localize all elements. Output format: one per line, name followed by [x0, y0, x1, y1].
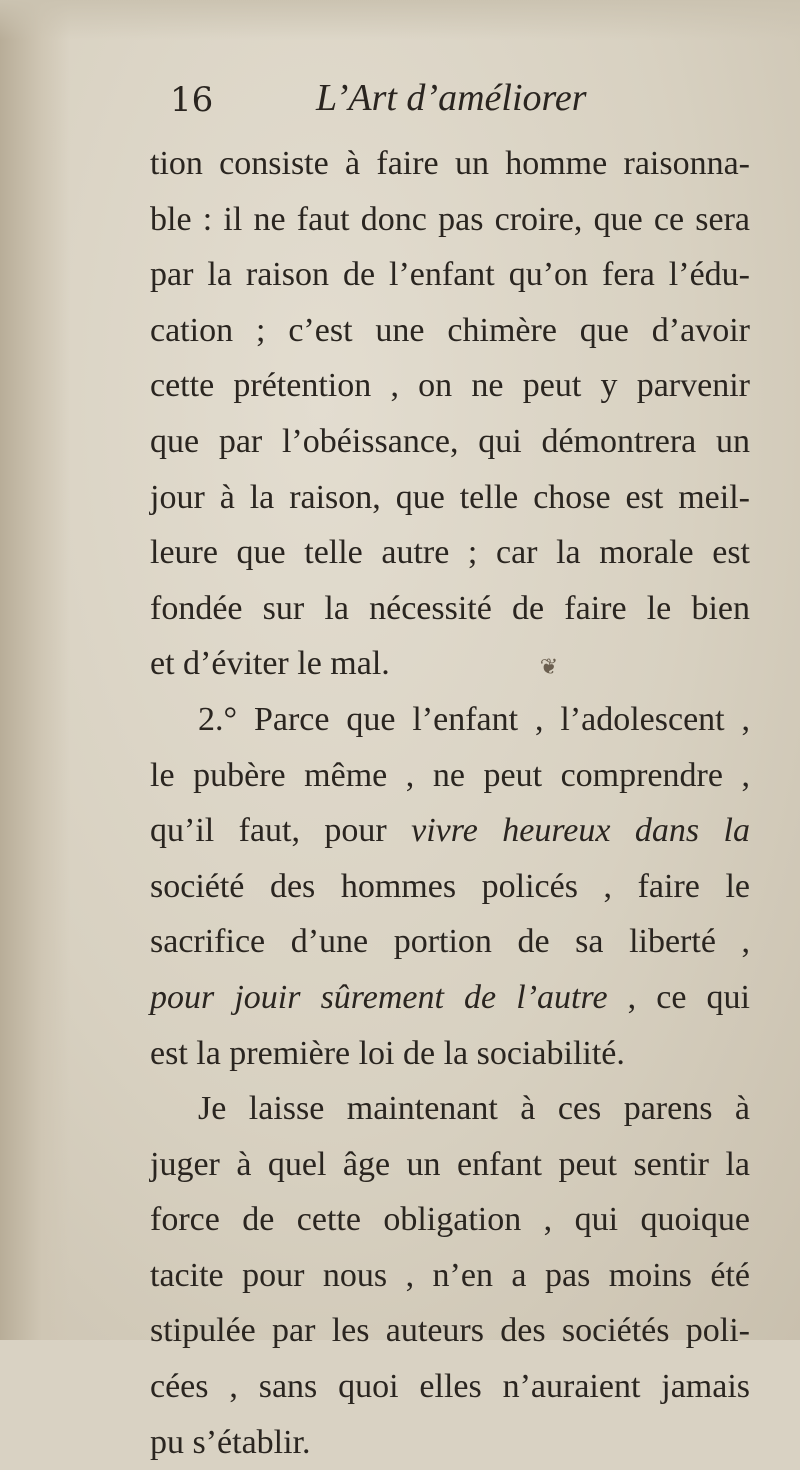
text-line: sacrifice d’une portion de sa liberté ,	[150, 923, 750, 961]
running-title: L’Art d’améliorer	[316, 77, 587, 119]
text-line: le pubère même , ne peut comprendre ,	[150, 756, 750, 794]
text-line: cées , sans quoi elles n’auraient jamais	[150, 1368, 750, 1406]
page-gutter-shadow	[0, 0, 70, 1340]
page-header	[170, 76, 730, 126]
text-line: leure que telle autre ; car la morale est	[150, 534, 750, 572]
text-line: société des hommes policés , faire le	[150, 867, 750, 905]
text-line: jour à la raison, que telle chose est meil-	[150, 478, 750, 516]
ornament-mark: ❦	[539, 653, 559, 679]
text-line: cette prétention , on ne peut y parvenir	[150, 367, 750, 405]
text-line: juger à quel âge un enfant peut sentir la	[150, 1145, 750, 1183]
text-line: Je laisse maintenant à ces parens à	[198, 1090, 750, 1128]
page-number: 16	[170, 80, 214, 120]
text-line: pu s’établir.	[150, 1423, 311, 1461]
body-text	[150, 136, 750, 1470]
text-line	[150, 636, 750, 692]
text-line: 2.° Parce que l’enfant , l’adolescent ,	[198, 700, 750, 738]
text-line-italic: vivre heureux dans la	[411, 812, 750, 850]
text-line: par la raison de l’enfant qu’on fera l’édu-	[150, 256, 750, 294]
text-line-roman: qu’il faut, pour	[150, 812, 412, 850]
text-line: tacite pour nous , n’en a pas moins été	[150, 1256, 750, 1294]
text-line	[150, 803, 750, 859]
text-line	[150, 970, 750, 1026]
text-line-roman: , ce qui	[607, 978, 750, 1016]
text-line: force de cette obligation , qui quoique	[150, 1201, 750, 1239]
text-line-italic: pour jouir sûrement de l’autre	[150, 978, 608, 1016]
text-line: que par l’obéissance, qui démontrera un	[150, 422, 750, 460]
text-line: tion consiste à faire un homme raisonna-	[150, 145, 750, 182]
text-line: fondée sur la nécessité de faire le bien	[150, 589, 750, 627]
page-top-shadow	[0, 0, 800, 40]
text-line: ble : il ne faut donc pas croire, que ce sera	[150, 200, 750, 238]
text-line-content: et d’éviter le mal.	[150, 645, 390, 683]
text-line: stipulée par les auteurs des sociétés poli-	[150, 1312, 750, 1350]
text-line: est la première loi de la sociabilité.	[150, 1034, 625, 1072]
text-line: cation ; c’est une chimère que d’avoir	[150, 311, 750, 349]
